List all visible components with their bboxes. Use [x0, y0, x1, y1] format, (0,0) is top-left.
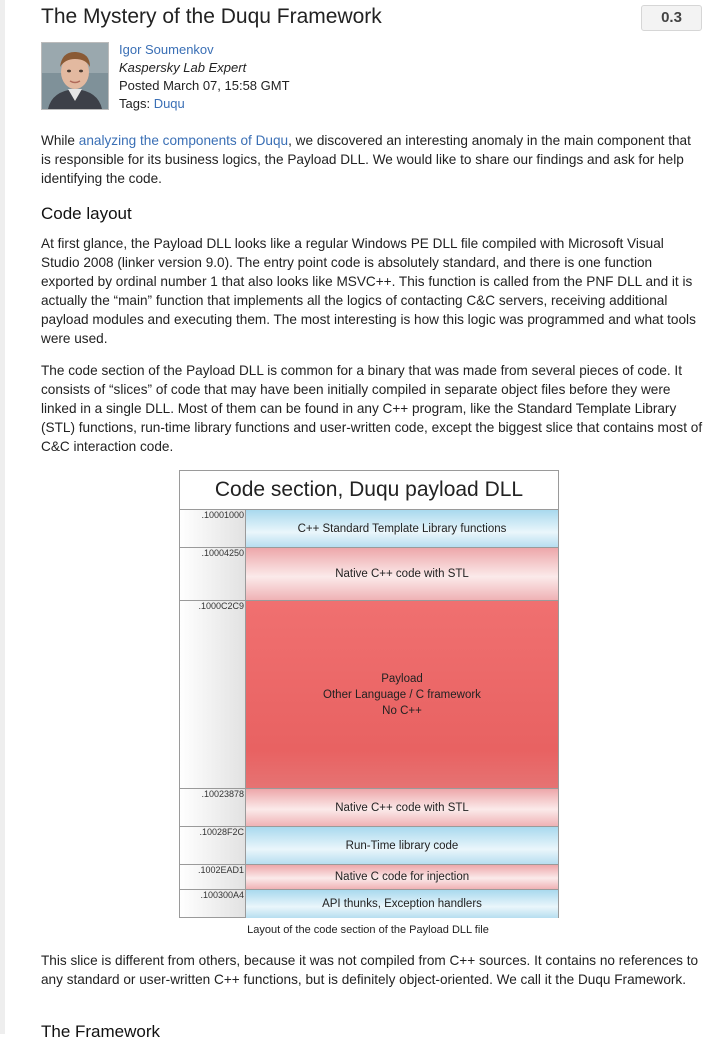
address-label: .10028F2C	[180, 826, 246, 864]
address-label: .10023878	[180, 788, 246, 826]
segment-stl-functions: C++ Standard Template Library functions	[246, 509, 558, 547]
page-left-border	[0, 0, 5, 1034]
tags-label: Tags:	[119, 96, 154, 111]
post-tags	[119, 95, 290, 113]
payload-line-2: Other Language / C framework	[323, 688, 481, 701]
payload-line-3: No C++	[382, 704, 422, 717]
author-role: Kaspersky Lab Expert	[119, 60, 247, 75]
payload-line-1: Payload	[381, 672, 423, 685]
section-heading-code-layout: Code layout	[41, 204, 132, 223]
section-heading-framework: The Framework	[41, 1022, 161, 1041]
author-photo-icon	[42, 43, 108, 109]
address-label: .1002EAD1	[180, 864, 246, 889]
author-link[interactable]: Igor Soumenkov	[119, 42, 214, 57]
address-label: .10001000	[180, 509, 246, 547]
address-label: .10004250	[180, 547, 246, 600]
post-title: The Mystery of the Duqu Framework	[41, 5, 382, 28]
paragraph-code-section: The code section of the Payload DLL is common for a binary that was made from several pieces of code. It consists of “slices” of code that may have been initially compiled in separate object files before they were linked in a single DLL. Most of them can be found in any C++ program, like the Standard Template Library (STL) functions, run-time library functions and user-written code, except the biggest slice that contains most of C&C interaction code.	[41, 363, 703, 454]
rating-badge[interactable]: 0.3	[641, 5, 702, 31]
segment-runtime-library: Run-Time library code	[246, 826, 558, 864]
paragraph-slice-different: This slice is different from others, because it was not compiled from C++ sources. It contains no references to any standard or user-written C++ functions, but is definitely object-oriented. We call it the Duqu Framework.	[41, 953, 699, 987]
segment-native-cpp-stl: Native C++ code with STL	[246, 547, 558, 600]
intro-text-end: , we discovered an interesting anomaly in the main component that is responsible for its business logics, the Payload DLL. We would like to share our findings and ask for help identifying the code.	[41, 133, 691, 186]
figure-caption: Layout of the code section of the Payload DLL file	[247, 924, 489, 936]
address-label: .1000C2C9	[180, 600, 246, 788]
intro-text-start: While	[41, 133, 79, 148]
paragraph-first-glance: At first glance, the Payload DLL looks like a regular Windows PE DLL file compiled with Microsoft Visual Studio 2008 (linker version 9.0). The entry point code is absolutely standard, and there is one function exported by ordinal number 1 that also looks like MSVC++. This function is called from the PNF DLL and it is actually the “main” function that implements all the logics of contacting C&C servers, receiving additional payload modules and executing them. The most interesting is how this logic was programmed and what tools were used.	[41, 236, 696, 346]
author-avatar	[41, 42, 109, 110]
segment-payload	[246, 600, 558, 788]
author-meta	[119, 41, 290, 113]
intro-paragraph	[41, 131, 703, 188]
tag-link-duqu[interactable]: Duqu	[153, 96, 185, 111]
address-label: .100300A4	[180, 889, 246, 917]
segment-native-c-injection: Native C code for injection	[246, 864, 558, 889]
code-section-diagram	[179, 470, 559, 918]
segment-api-thunks: API thunks, Exception handlers	[246, 889, 558, 918]
post-date: Posted March 07, 15:58 GMT	[119, 78, 290, 93]
diagram-title: Code section, Duqu payload DLL	[180, 471, 558, 510]
segment-native-cpp-stl-2: Native C++ code with STL	[246, 788, 558, 826]
analysis-link[interactable]: analyzing the components of Duqu	[78, 133, 289, 148]
